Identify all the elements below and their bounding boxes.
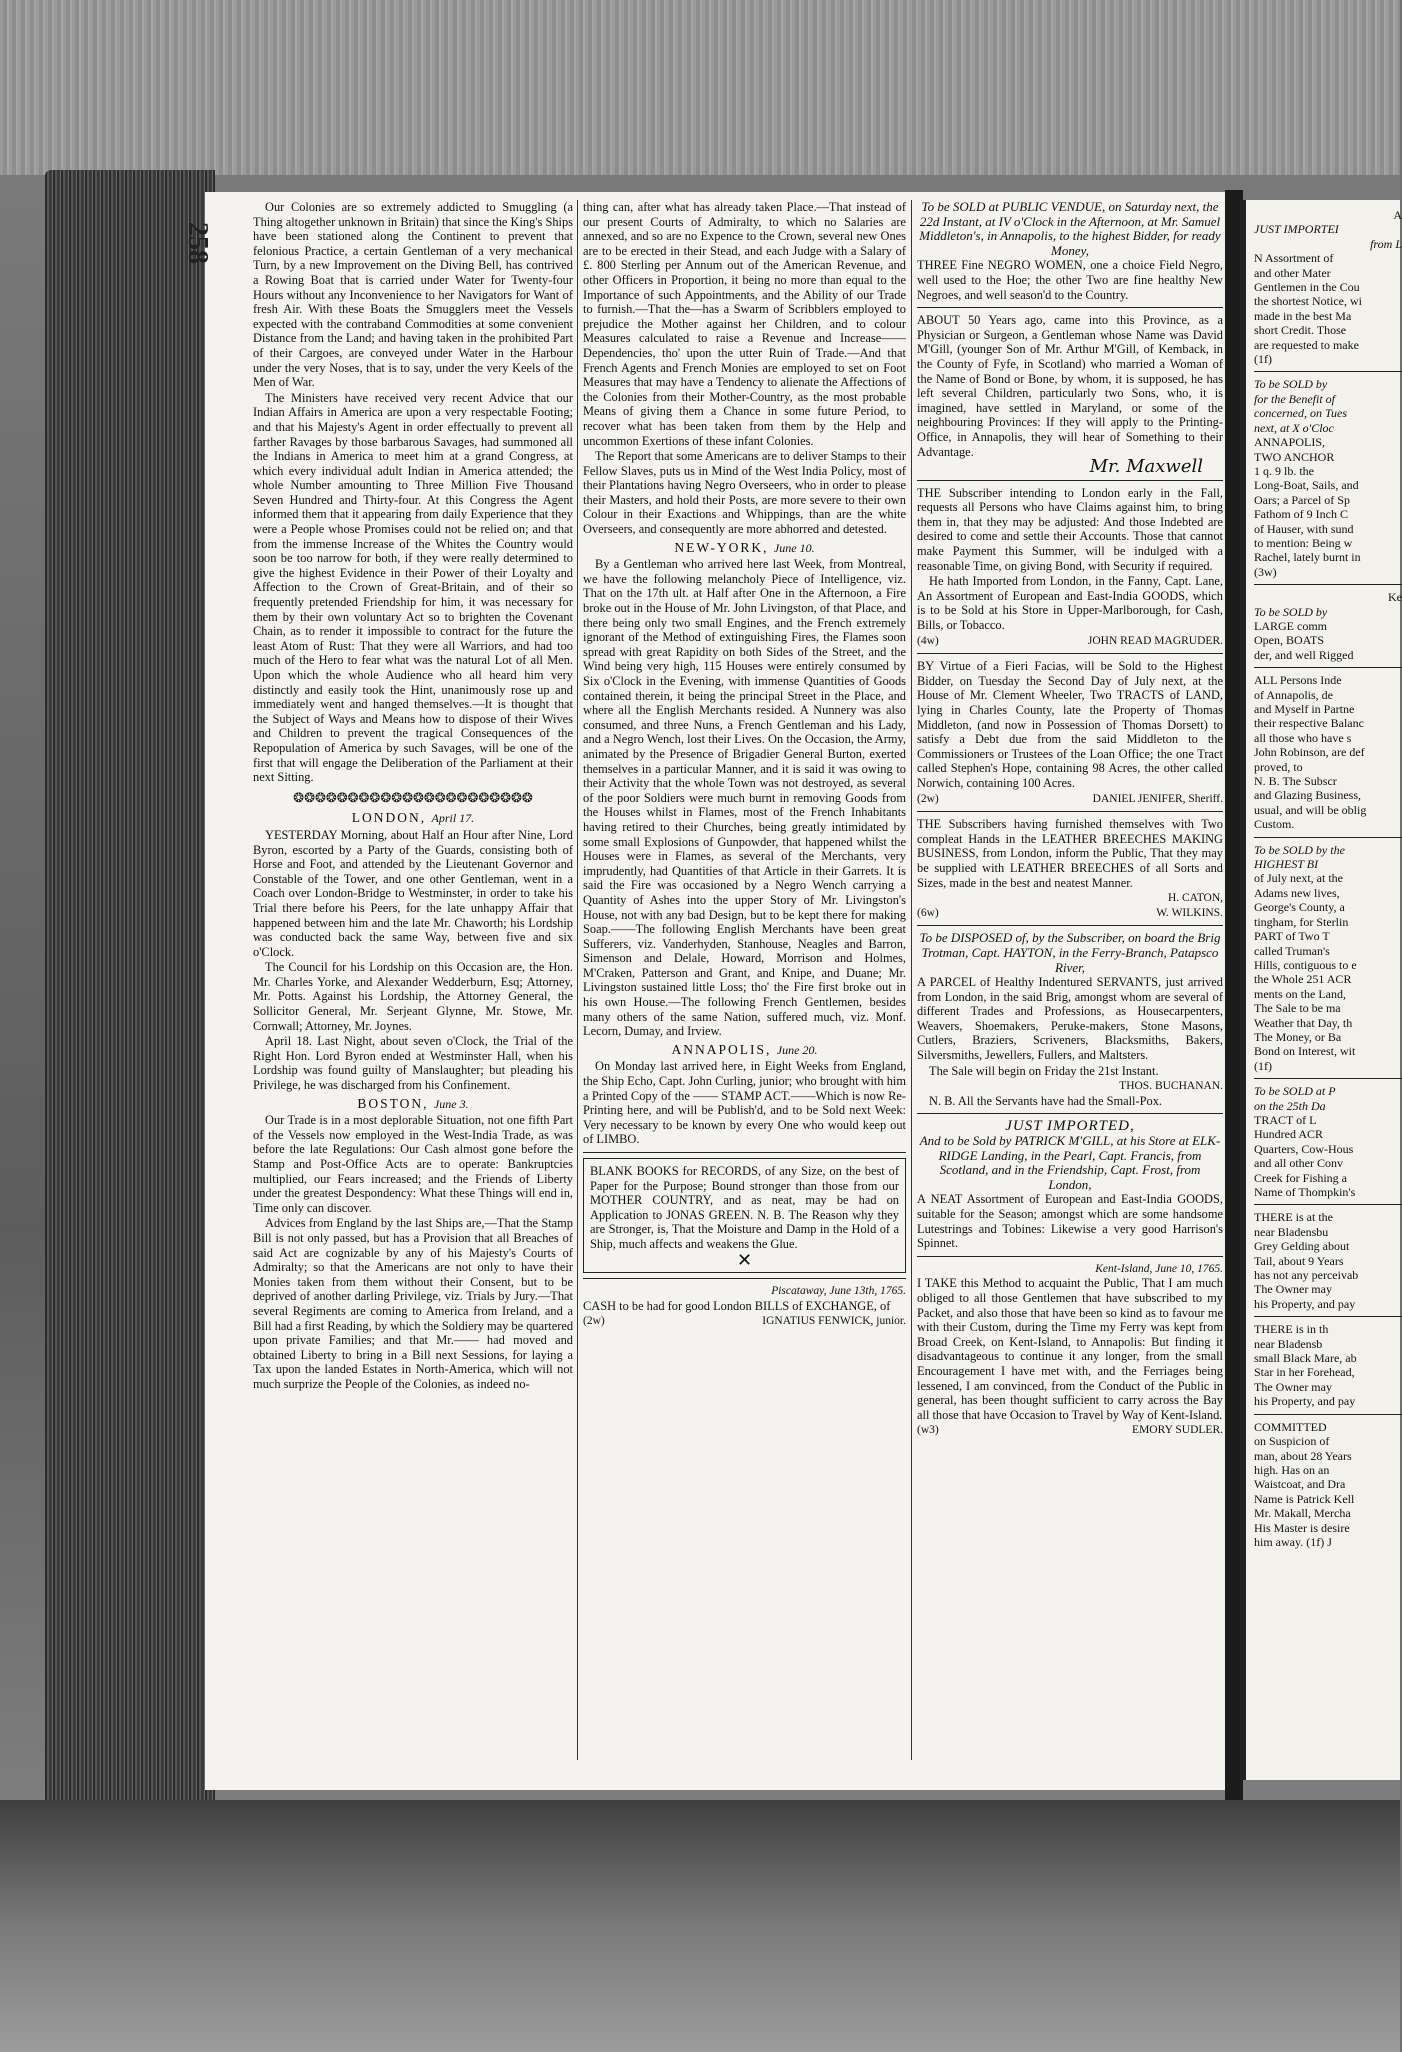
line: Hills, contiguous to e [1254,957,1357,972]
column-3 [917,200,1223,1780]
line: THERE is in th [1254,1322,1329,1337]
line: Star in her Forehead, [1254,1365,1355,1380]
ad-text: BLANK BOOKS for RECORDS, of any Size, on the best of Paper for the Purpose; Bound stronger than those from our MOTHER COUNTRY, and as neat, may be had on Application to JONAS GREEN. N. B. The Reason why they are Stronger, is, That the Moisture and Damp in the Hold of a Ship, much affects and weakens the Glue. [590,1164,899,1251]
ad-text: A PARCEL of Healthy Indentured SERVANTS, just arrived from London, in the said Brig, amongst whom are several of different Trades and Professions, as Housecarpenters, Weavers, Shoemakers, Peruke-makers, Stone Masons, Cutlers, Braziers, Scriveners, Blacksmiths, Bakers, Silversmiths, Jewellers, Fullers, and Maltsters. [917,975,1223,1063]
ad-text: The Sale will begin on Friday the 21st Instant. [929,1063,1159,1078]
line: ALL Persons Inde [1254,673,1342,688]
line: proved, to [1254,759,1303,774]
line: The Sale to be ma [1254,1001,1341,1016]
line: THERE is at the [1254,1210,1333,1225]
line: near Bladensbu [1254,1224,1329,1239]
dateline-date: June 10. [773,540,815,555]
line: and Myself in Partne [1254,702,1355,716]
line: of Hauser, with sund [1254,521,1354,536]
ad-insertion-code: (w3) [917,1424,939,1437]
adjacent-page-column [1254,208,1402,1768]
rule [917,480,1223,481]
rule [1254,1078,1402,1079]
ad-text: A NEAT Assortment of European and East-India GOODS, suitable for the Season; amongst which are some handsome Lutestrings and Tobines: Likewise a very good Harrison's Spinnet. [917,1192,1223,1251]
ad-signature-row [917,634,1223,649]
line: COMMITTED [1254,1419,1327,1434]
line: ANNAPOLIS, [1254,435,1326,450]
rule [583,1278,906,1279]
line: Weather that Day, th [1254,1015,1353,1030]
ad-servants [917,931,1223,1108]
line: John Robinson, are def [1254,745,1365,760]
article-council: The Council for his Lordship on this Occasion are, the Hon. Mr. Charles Yorke, and Alexander Wedderburn, Esq; Attorney, Mr. Potts. Against his Lordship, the Attorney General, the Sollicitor General, Mr. Serjeant Glynne, Mr. Stowe, Mr. Cornwall; Attorney, Mr. Joynes. [253,960,573,1033]
ad-heading: To be DISPOSED of, by the Subscriber, on board the Brig Trotman, Capt. HAYTON, in the Ferry-Branch, Patapsco River, [919,930,1221,975]
line: concerned, on Tues [1254,406,1347,421]
page-number: 258 [182,222,213,264]
ad-text: ABOUT 50 Years ago, came into this Province, as a Physician or Surgeon, a Gentleman whose Name was David M'Gill, (younger Son of Mr. Arthur M'Gill, of Kemback, in the County of Fyfe, in Scotland) who married a Woman of the Name of Bond or Bone, by whom, it is supposed, he has left several Children, particularly two Sons, who, it is imagined, have settled in Maryland, or some of the neighbouring Provinces: If they will apply to the Printing-Office, in Annapolis, they will hear of Something to their Advantage. [917,313,1223,459]
line: has not any perceivab [1254,1268,1359,1283]
dateline-date: June 20. [776,1042,818,1057]
ad-heading: JUST IMPORTED, [1005,1118,1135,1135]
rule [917,811,1223,812]
dateline-london [253,811,573,826]
article-trial: April 18. Last Night, about seven o'Clock, the Trial of the Right Hon. Lord Byron ended at Westminster Hall, when his Lordship was found guilty of Manslaughter; but pleading his Privilege, he was discharged from his Confinement. [253,1034,573,1093]
ad-signature: EMORY SUDLER. [1132,1424,1223,1437]
line: Name of Thompkin's [1254,1185,1356,1199]
ad-dateline: Piscataway, June 13th, 1765. [771,1285,906,1298]
line: and other Mater [1254,265,1331,280]
line: and Glazing Business, [1254,788,1361,803]
ad-text: BY Virtue of a Fieri Facias, will be Sold to the Highest Bidder, on Tuesday the Second Day of July next, at the House of Mr. Clement Wheeler, Two TRACTS of LAND, lying in Charles County, late the Property of Thomas Middleton, (and now in Possession of Thomas Dorsett) to satisfy a Debt due from the said Middleton to the Commissioners or Trustees of the Loan Office; the one Tract called Stephen's Hope, containing 98 Acres, the other called Norwich, containing 100 Acres. [917,659,1223,790]
ad-magruder [917,486,1223,649]
handwritten-signature: Mr. Maxwell [1089,456,1203,478]
line: The Money, or Ba [1254,1029,1342,1044]
line: Long-Boat, Sails, and [1254,478,1359,493]
rule [1254,371,1402,372]
ad-signature-row [917,1423,1223,1438]
line: Grey Gelding about [1254,1239,1350,1254]
ad-signature: IGNATIUS FENWICK, junior. [762,1315,906,1328]
rule [583,1152,906,1153]
ad-dateline: Kent-Island, June 10, 1765. [1095,1262,1223,1275]
line: Adams new lives, [1254,885,1340,900]
scan-bottom-shadow [0,1800,1400,2052]
line: George's County, a [1254,900,1345,915]
dateline-date: April 17. [431,811,475,826]
line: high. Has on an [1254,1462,1330,1477]
line: Creek for Fishing a [1254,1170,1347,1185]
ad-signature-row [917,792,1223,807]
article-lord-byron: YESTERDAY Morning, about Half an Hour after Nine, Lord Byron, escorted by a Party of the Guards, consisting both of Horse and Foot, and attended by the Lieutenant Governor and Constable of the Tower, and one other Gentleman, went in a Coach over London-Bridge to Westminster, in order to take his Trial there before his Peers, for the late unhappy Affair that happened between him and the late Mr. Chaworth; his Lordship was conducted back the same Way, between five and six o'Clock. [253,827,573,959]
ad-heading: To be SOLD at PUBLIC VENDUE, on Saturday next, the 22d Instant, at IV o'Clock in the Afternoon, at Mr. Samuel Middleton's, in Annapolis, to the highest Bidder, for ready Money, [919,199,1221,258]
line: of Annapolis, de [1254,687,1333,702]
rule [917,925,1223,926]
line: To be SOLD by the [1254,842,1345,857]
line: Hundred ACR [1254,1127,1323,1142]
dateline-place: LONDON, [351,810,427,826]
column-rule [911,200,912,1760]
line: N. B. The Subscr [1254,774,1337,789]
dateline-place: BOSTON, [357,1095,429,1111]
ad-signature: W. WILKINS. [1156,906,1223,919]
line: Rachel, lately burnt in [1254,550,1361,565]
dateline-place: NEW-YORK, [674,539,769,555]
ad-text: THREE Fine NEGRO WOMEN, one a choice Field Negro, well used to the Hoe; the other Two are fine healthy New Negroes, and well season'd to the Country. [917,258,1223,302]
line: Gentlemen in the Cou [1254,280,1360,295]
book-page-edges [45,170,215,1810]
rule [1254,584,1402,585]
ad-signature: DANIEL JENIFER, Sheriff. [1092,792,1223,805]
line: TRACT of L [1254,1112,1317,1127]
article-indian-affairs: The Ministers have received very recent Advice that our Indian Affairs in America are upon a very respectable Footing; and that his Majesty's Agent in order effectually to prevent all farther Ravages by those barbarous Savages, had summoned all the Indians in America to meet him at a grand Congress, at which every individual adult Indian in America attended; the whole Number amounting to Three Million Five Thousand Seven Hundred and Thirty-four. At this Congress the Agent informed them that it appearing from daily Experience that they were a People whose Promises could not be relied on; and that from the immense Increase of the Whites the Country would soon be too narrow for both, if they were really determined to give the highest Evidence in their Power of their Loyalty and Affection to the Crown of Great-Britain, and of their so frequently pretended Friendship for him, it was necessary for them by their own voluntary Act so to brighten the Covenant Chain, as to render it impossible to contract for the future the least Atom of Rust: That they were all Warriors, and had too much of the Hero to fear what was the natural Lot of all Men. Upon which the whole Audience who all heard him very distinctly and easily took the Hint, unanimously rose up and immediately went and hanged themselves.—It is thought that the Subject of Ways and Means how to dispose of their Wives and Children to prevent the tragical Consequences of the Repopulation of America by such Savages, will be one of the first that will engage the Deliberation of the Parliament at their next Sitting. [253,390,573,785]
ad-note: N. B. All the Servants have had the Small-Pox. [929,1093,1162,1108]
line: made in the best Ma [1254,308,1352,323]
line: and all other Conv [1254,1156,1343,1171]
line: Tail, about 9 Years [1254,1253,1344,1268]
line: short Credit. Those [1254,323,1347,338]
line: To be SOLD by [1254,377,1328,392]
line: on the 25th Da [1254,1098,1326,1113]
line: usual, and will be oblig [1254,802,1367,817]
line: to mention: Being w [1254,535,1353,550]
ad-text: THE Subscribers having furnished themselves with Two compleat Hands in the LEATHER BREECHES MAKING BUSINESS, from London, inform the Public, That they may be supplied with LEATHER BREECHES of all Sorts and Sizes, made in the best and neatest Manner. [917,817,1223,890]
line: are requested to make [1254,337,1359,352]
rule [917,1256,1223,1257]
ad-signature-row [583,1314,906,1329]
line: Waistcoat, and Dra [1254,1477,1346,1492]
line: their respective Balanc [1254,716,1364,731]
article-smuggling: Our Colonies are so extremely addicted to Smuggling (a Thing altogether unknown in Britain) that since the King's Ships have been stationed along the Continent to prevent that felonious Practice, a certain Gentleman of a very mechanical Turn, by a new Improvement on the Diving Bell, has contrived a Rowing Boat that is carried under Water for Twenty-four Hours without any Inconvenience to her Navigators for Want of fresh Air. With these Boats the Smugglers meet the Vessels expected with the contraband Commodities at some convenient Distance from the Land; and having taken in the prohibited Part of their Cargoes, are conveyed under Water in the Harbour under the very Noses, that is to say, under the very Keels of the Men of War. [253,200,573,390]
line: der, and well Rigged [1254,647,1354,662]
line: The Owner may [1254,1282,1332,1297]
line: A [1393,208,1402,222]
rule [917,307,1223,308]
ad-subheading: And to be Sold by PATRICK M'GILL, at his Store at ELK-RIDGE Landing, in the Pearl, Capt. Francis, from Scotland, and in the Friendship, Capt. Frost, from London, [919,1133,1221,1192]
column-1 [253,200,573,1780]
ad-cash-bills [583,1284,906,1329]
line: near Bladensb [1254,1336,1323,1351]
line: tingham, for Sterlin [1254,914,1349,929]
ad-insertion-code: (2w) [583,1315,605,1328]
line: him away. (1f) J [1254,1534,1332,1549]
ad-text: I TAKE this Method to acquaint the Public, That I am much obliged to all those Gentlemen that have subscribed to my Packet, and also those that have been so kind as to favour me with their Custom, during the Time my Ferry was kept from Broad Creek, on Kent-Island, to Annapolis: But finding it disadvantageous to continue it any longer, from the small Encouragement I have met with, and the Ferriages being lessened, I am convinced, from the Conduct of the Public in general, has been thought sufficient to carry across the Bay all those that have Occasion to Travel by Way of Kent-Island. [917,1276,1223,1422]
line: his Property, and pay [1254,1394,1356,1409]
hand-mark-icon: ✕ [736,1249,753,1270]
ad-text: He hath Imported from London, in the Fanny, Capt. Lane, An Assortment of European and East-India GOODS, which is to be Sold at his Store in Upper-Marlborough, for Cash, Bills, or Tobacco. [917,574,1223,633]
line: for the Benefit of [1254,391,1335,406]
ad-insertion-code: (2w) [917,792,939,805]
rule [917,653,1223,654]
rule [1254,667,1402,668]
ad-blank-books [583,1158,906,1273]
line: PART of Two T [1254,929,1330,944]
ad-insertion-code: (4w) [917,634,939,647]
line: N Assortment of [1254,251,1334,266]
column-2 [583,200,906,1780]
ad-negro-women [917,200,1223,302]
line: Fathom of 9 Inch C [1254,507,1348,522]
line: JUST IMPORTEI [1254,222,1339,237]
column-rule [577,200,578,1760]
line: To be SOLD by [1254,604,1328,619]
ad-signature: JOHN READ MAGRUDER. [1087,634,1223,647]
ad-kent-island-ferry [917,1262,1223,1438]
rule [1254,1414,1402,1415]
scan-top-strip [0,0,1400,175]
article-montreal-fire: By a Gentleman who arrived here last Week, from Montreal, we have the following melancholy Piece of Intelligence, viz. That on the 17th ult. at Half after One in the Afternoon, a Fire broke out in the House of Mr. John Livingston, of that Place, and there being only two small Engines, and the French extremely ignorant of the Method of extinguishing Fires, the Flames soon spread with great Rapidity on both Sides of the Street, and the Wind being very high, 115 Houses were entirely consumed by Six o'Clock in the Evening, with immense Quantities of Goods contained therein, it being the principal Street in the Place, and where all the English Merchants resided. A Nunnery was also consumed, and three Nuns, a French Gentleman and his Lady, and a Negro Wench, lost their Lives. On the Occasion, the Army, animated by the Presence of Brigadier General Burton, exerted themselves in a particular Manner, and it is said it was owing to their Activity that the whole Town was not destroyed, as several of the poor Soldiers were much burnt in removing Goods from the Houses whilst in Flames, most of the French Inhabitants having retired to their Churches, being greatly intimidated by some small Explosions of Gunpowder, that happened whilst the Houses were in Flames, as several of the Merchants, very imprudently, had Quantities of that Article in their Garrets. It is said the Fire was occasioned by a Negro Wench carrying a Quantity of Ashes into the upper Story of Mr. Livingston's House, not with any bad Design, but to be kept there for making Soap.——The following English Merchants have been great Sufferers, viz. Vanderhyden, Stanhouse, Neagles and Barron, Simenson and Delale, Howard, Morrison and Holmes, M'Craken, Patterson and Grant, and Knipe, and Duane; Mr. Livingston sustained little Loss; tho' the Fire first broke out in his own House.—The following French Gentlemen, besides many others of the same Nation, suffered much, viz. Monf. Lecorn, Dumay, and Irview. [583,557,906,1039]
line: His Master is desire [1254,1520,1350,1535]
rule [1254,837,1402,838]
ornament-divider: ❂❂❂❂❂❂❂❂❂❂❂❂❂❂❂❂❂❂❂❂❂❂ [293,789,533,805]
line: next, at X o'Cloc [1254,420,1334,435]
article-stamp-act: On Monday last arrived here, in Eight Weeks from England, the Ship Echo, Capt. John Curling, junior; who brought with him a Printed Copy of the —— STAMP ACT.——Which is now Re-Printing here, and will be Publish'd, and to be Sold next Week: Very necessary to be known by every One who would keep out of LIMBO. [583,1059,906,1147]
line: Name is Patrick Kell [1254,1491,1355,1506]
article-trade: Our Trade is in a most deplorable Situation, not one fifth Part of the Vessels now employed in the West-India Trade, as was before the late Regulations: Our Cash almost gone before the Stamp and Post-Office Acts are to operate: Bankruptcies multiplied, our Fears increased; and the Friends of Liberty under the greatest Despondency: What these Things will end in, Time only can discover. [253,1113,573,1215]
line: man, about 28 Years [1254,1448,1352,1463]
line: Quarters, Cow-Hous [1254,1141,1354,1156]
line: To be SOLD at P [1254,1084,1336,1099]
dateline-boston [253,1097,573,1112]
line: LARGE comm [1254,618,1327,633]
rule [1254,1204,1402,1205]
ad-fieri-facias [917,659,1223,806]
ad-mgill-notice [917,313,1223,478]
dateline-new-york [583,541,906,556]
newspaper-page [205,192,1225,1790]
line: The Owner may [1254,1379,1332,1394]
line: 1 q. 9 lb. the [1254,463,1314,478]
line: (1f) [1254,1058,1272,1073]
ad-signature: H. CATON, [1167,892,1223,905]
line: TWO ANCHOR [1254,449,1335,464]
adjacent-page [1240,200,1400,1780]
ad-leather-breeches [917,817,1223,920]
line: Custom. [1254,817,1295,832]
ad-text: THE Subscriber intending to London early in the Fall, requests all Persons who have Claims against him, to bring them in, that they may be adjusted: And those Indebted are desired to come and settle their Accounts. Those that cannot make Payment this Summer, will be indulged with a reasonable Time, on giving Bond, with Security if required. [917,485,1223,573]
dateline-annapolis [583,1043,906,1058]
ad-signature: THOS. BUCHANAN. [1119,1080,1223,1093]
article-stamps-report: The Report that some Americans are to deliver Stamps to their Fellow Slaves, puts us in Mind of the West India Policy, most of their Plantations having Negro Overseers, who in order to please their Masters, and hold their Posts, are more severe to their own Colour in their Exactions and Whippings, than are the white Overseers, and consequently are more abhorred and detested. [583,449,906,537]
rule [917,1113,1223,1114]
line: Mr. Makall, Mercha [1254,1506,1351,1521]
line: Ke [1388,590,1402,605]
dateline-place: ANNAPOLIS, [671,1041,772,1057]
ad-just-imported [917,1119,1223,1250]
line: called Truman's [1254,943,1330,958]
line: of July next, at the [1254,871,1343,886]
line: on Suspicion of [1254,1434,1330,1449]
line: from L [1370,236,1402,251]
article-continued: thing can, after what has already taken Place.—That instead of our present Courts of Admiralty, to which no Salaries are annexed, and so are no Expence to the Crown, several new Ones are to be erected in their Stead, and each Judge with a Salary of £. 800 Sterling per Annum out of the American Revenue, and other Officers in Proportion, it being no more than equal to the Importance of such Appointments, and the Ability of our Trade to furnish.—That the—has a Swarm of Scribblers employed to prejudice the Mother against her Children, and to colour Measures calculated to raise a Revenue and Increase——Dependencies, tho' upon the utter Ruin of Trade.—And that French Agents and French Monies are employed to set on Foot Measures that may have a Tendency to alienate the Affections of the Colonies from their Mother-Country, as the most probable Means of giving them a Chance in some future Period, to recover what has been taken from them by the Help and uncommon Exertions of these infant Colonies. [583,200,906,448]
rule [1254,1316,1402,1317]
ad-signature-row [917,906,1223,921]
line: ments on the Land, [1254,986,1346,1001]
line: small Black Mare, ab [1254,1351,1357,1366]
line: Bond on Interest, wit [1254,1044,1356,1059]
line: all those who have s [1254,730,1352,745]
line: his Property, and pay [1254,1296,1356,1311]
ad-insertion-code: (6w) [917,906,939,919]
article-advices: Advices from England by the last Ships are,—That the Stamp Bill is not only passed, but has a Provision that all Breaches of said Act are cognizable by any of his Majesty's Courts of Admiralty; so that the Americans are not only to have their Monies taken from them without their Consent, but to be deprived of another darling Privilege, viz. Trials by Jury.—That several Regiments are coming to America from Ireland, and a Bill had a first Reading, by which the Soldiery may be quartered upon private Families; and that Mr.—— had moved and obtained Liberty to bring in a Bill next Sessions, for laying a Tax upon the landed Estates in North-America, which will not much surprize the People of the Colonies, as indeed no- [253,1216,574,1391]
line: Open, BOATS [1254,633,1325,648]
line: (3w) [1254,564,1277,579]
line: the Whole 251 ACR [1254,972,1352,987]
ad-text: CASH to be had for good London BILLS of EXCHANGE, of [583,1298,891,1313]
line: the shortest Notice, wi [1254,294,1362,309]
dateline-date: June 3. [433,1096,469,1111]
line: Oars; a Parcel of Sp [1254,492,1350,507]
line: HIGHEST BI [1254,857,1319,872]
line: (1f) [1254,352,1272,367]
